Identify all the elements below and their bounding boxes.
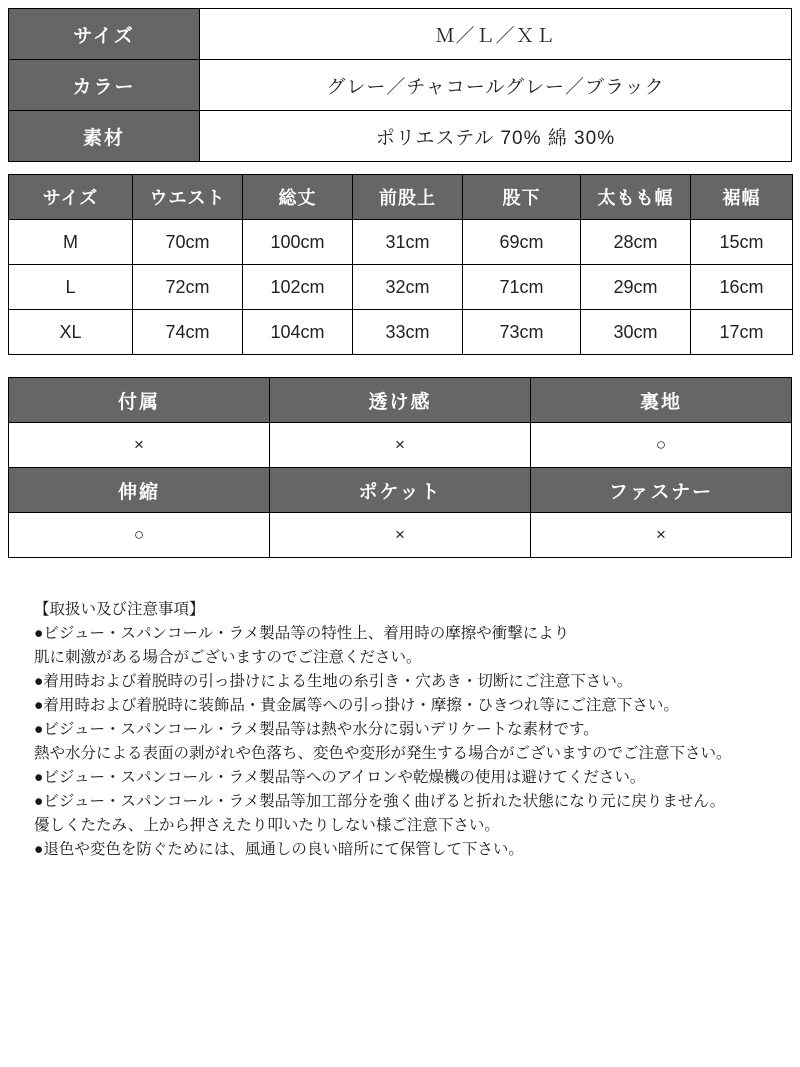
- attribute-table: [8, 377, 792, 558]
- size-cell-l-6: 16cm: [691, 265, 793, 310]
- size-cell-m-2: 100cm: [243, 220, 353, 265]
- attr-value-zipper: ×: [531, 513, 792, 558]
- spacer: [8, 355, 792, 377]
- size-cell-xl-4: 73cm: [463, 310, 581, 355]
- size-header-2: 総丈: [243, 175, 353, 220]
- size-cell-m-4: 69cm: [463, 220, 581, 265]
- size-header-0: サイズ: [9, 175, 133, 220]
- attr-value-pocket: ×: [270, 513, 531, 558]
- size-header-1: ウエスト: [133, 175, 243, 220]
- table-header-row: [9, 175, 793, 220]
- attr-value-accessory: ×: [9, 423, 270, 468]
- attr-value-stretch: ○: [9, 513, 270, 558]
- size-header-6: 裾幅: [691, 175, 793, 220]
- size-measurement-table: [8, 174, 793, 355]
- table-row: [9, 265, 793, 310]
- attr-value-lining: ○: [531, 423, 792, 468]
- notes-line-4: ●ビジュー・スパンコール・ラメ製品等は熱や水分に弱いデリケートな素材です。: [34, 721, 599, 738]
- table-row: [9, 9, 792, 60]
- spec-table: [8, 8, 792, 162]
- attr-value-sheerness: ×: [270, 423, 531, 468]
- table-row: [9, 111, 792, 162]
- spec-label-material: 素材: [9, 111, 200, 162]
- spec-value-size: Ｍ／Ｌ／ＸＬ: [200, 9, 792, 60]
- size-cell-xl-1: 74cm: [133, 310, 243, 355]
- notes-line-0: ●ビジュー・スパンコール・ラメ製品等の特性上、着用時の摩擦や衝撃により: [34, 625, 570, 642]
- spec-label-color: カラー: [9, 60, 200, 111]
- size-cell-m-5: 28cm: [581, 220, 691, 265]
- size-cell-xl-5: 30cm: [581, 310, 691, 355]
- size-header-3: 前股上: [353, 175, 463, 220]
- notes-line-3: ●着用時および着脱時に装飾品・貴金属等への引っ掛け・摩擦・ひきつれ等にご注意下さい。: [34, 697, 679, 714]
- table-row: [9, 423, 792, 468]
- size-cell-xl-6: 17cm: [691, 310, 793, 355]
- notes-line-5: 熱や水分による表面の剥がれや色落ち、変色や変形が発生する場合がございますのでご注意下さい。: [34, 745, 732, 762]
- size-cell-m-3: 31cm: [353, 220, 463, 265]
- notes-line-7: ●ビジュー・スパンコール・ラメ製品等加工部分を強く曲げると折れた状態になり元に戻りません。: [34, 793, 726, 810]
- attr-header-pocket: ポケット: [270, 468, 531, 513]
- attr-header-sheerness: 透け感: [270, 378, 531, 423]
- spec-label-size: サイズ: [9, 9, 200, 60]
- table-row: [9, 220, 793, 265]
- size-cell-m-1: 70cm: [133, 220, 243, 265]
- notes-line-2: ●着用時および着脱時の引っ掛けによる生地の糸引き・穴あき・切断にご注意下さい。: [34, 673, 633, 690]
- attr-header-stretch: 伸縮: [9, 468, 270, 513]
- size-cell-xl-0: XL: [9, 310, 133, 355]
- table-header-row: [9, 378, 792, 423]
- table-row: [9, 60, 792, 111]
- notes-line-6: ●ビジュー・スパンコール・ラメ製品等へのアイロンや乾燥機の使用は避けてください。: [34, 769, 646, 786]
- size-cell-l-1: 72cm: [133, 265, 243, 310]
- table-header-row: [9, 468, 792, 513]
- notes-line-9: ●退色や変色を防ぐためには、風通しの良い暗所にて保管して下さい。: [34, 841, 524, 858]
- size-cell-xl-2: 104cm: [243, 310, 353, 355]
- size-cell-l-5: 29cm: [581, 265, 691, 310]
- size-cell-l-0: L: [9, 265, 133, 310]
- notes-line-8: 優しくたたみ、上から押さえたり叩いたりしない様ご注意下さい。: [34, 817, 500, 834]
- care-notes: [8, 598, 792, 862]
- spec-value-color: グレー／チャコールグレー／ブラック: [200, 60, 792, 111]
- table-row: [9, 310, 793, 355]
- size-header-4: 股下: [463, 175, 581, 220]
- size-header-5: 太もも幅: [581, 175, 691, 220]
- notes-title: 【取扱い及び注意事項】: [34, 601, 205, 618]
- size-cell-l-4: 71cm: [463, 265, 581, 310]
- size-cell-l-2: 102cm: [243, 265, 353, 310]
- size-cell-m-0: M: [9, 220, 133, 265]
- spacer: [8, 162, 792, 174]
- size-cell-m-6: 15cm: [691, 220, 793, 265]
- spec-value-material: ポリエステル 70% 綿 30%: [200, 111, 792, 162]
- size-cell-l-3: 32cm: [353, 265, 463, 310]
- attr-header-accessory: 付属: [9, 378, 270, 423]
- attr-header-zipper: ファスナー: [531, 468, 792, 513]
- size-cell-xl-3: 33cm: [353, 310, 463, 355]
- notes-line-1: 肌に刺激がある場合がございますのでご注意ください。: [34, 649, 422, 666]
- table-row: [9, 513, 792, 558]
- attr-header-lining: 裏地: [531, 378, 792, 423]
